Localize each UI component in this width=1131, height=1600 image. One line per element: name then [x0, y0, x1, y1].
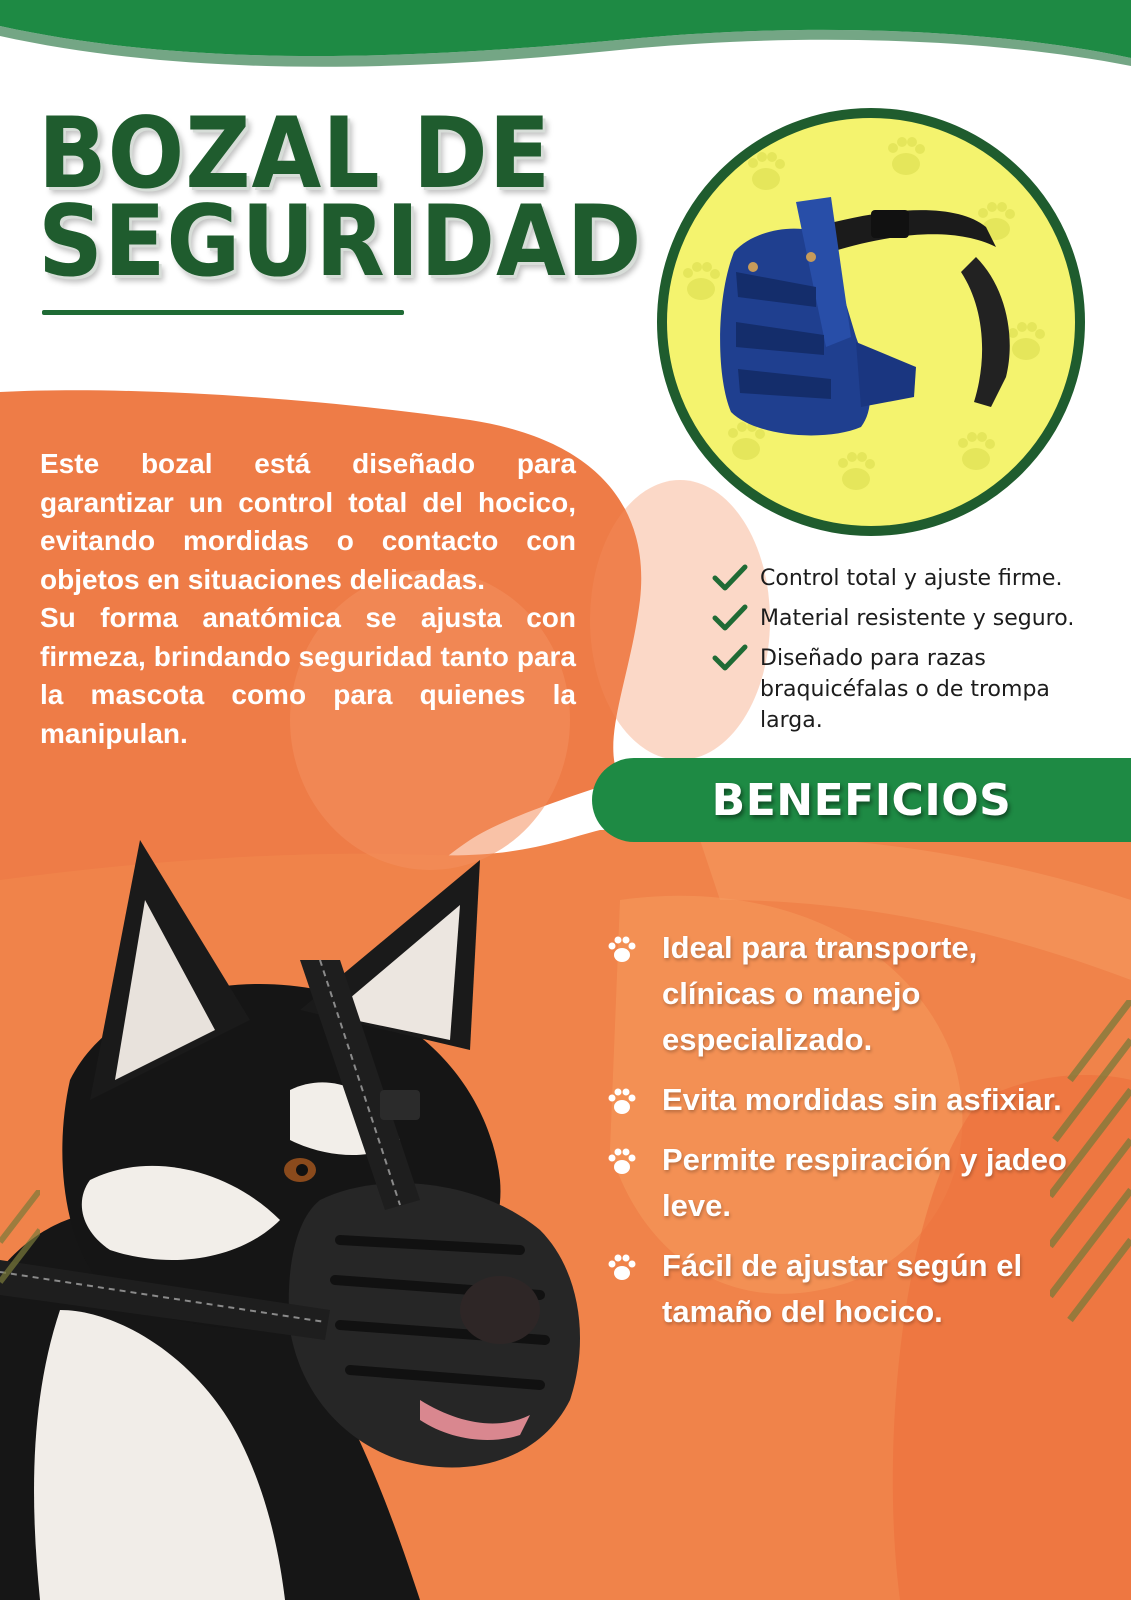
benefits-title: BENEFICIOS	[711, 774, 1012, 826]
feature-text: Control total y ajuste firme.	[760, 566, 1063, 591]
title-line-2: SEGURIDAD	[38, 185, 643, 299]
decorative-stripes-left	[0, 1190, 40, 1290]
paw-icon	[606, 1085, 638, 1117]
benefit-item	[606, 925, 1076, 1063]
benefit-text: Fácil de ajustar según el tamaño del hocico.	[662, 1248, 1023, 1329]
blue-muzzle-photo	[656, 107, 1086, 537]
page-title	[38, 97, 643, 299]
check-icon	[712, 563, 748, 593]
description-block	[40, 445, 576, 753]
feature-item	[712, 563, 1112, 594]
husky-with-muzzle-photo	[0, 840, 640, 1600]
benefit-item	[606, 1137, 1076, 1229]
paw-icon	[606, 1145, 638, 1177]
benefit-item	[606, 1243, 1076, 1335]
title-underline	[42, 310, 404, 315]
feature-item	[712, 603, 1112, 634]
title-line-1: BOZAL DE	[38, 97, 552, 211]
benefits-banner	[592, 758, 1131, 842]
feature-item	[712, 643, 1112, 736]
check-icon	[712, 643, 748, 673]
benefit-text: Evita mordidas sin asfixiar.	[662, 1082, 1062, 1117]
feature-checklist	[712, 563, 1112, 745]
check-icon	[712, 603, 748, 633]
benefit-item	[606, 1077, 1076, 1123]
benefit-text: Permite respiración y jadeo leve.	[662, 1142, 1067, 1223]
feature-text: Material resistente y seguro.	[760, 606, 1075, 631]
paw-icon	[606, 933, 638, 965]
feature-text: Diseñado para razas braquicéfalas o de trompa larga.	[760, 646, 1050, 733]
benefits-list	[606, 925, 1076, 1349]
paw-icon	[606, 1251, 638, 1283]
description-paragraph-1: Este bozal está diseñado para garantizar un control total del hocico, evitando mordidas o contacto con objetos en situaciones delicadas.	[40, 448, 576, 595]
benefit-text: Ideal para transporte, clínicas o manejo especializado.	[662, 930, 978, 1057]
description-paragraph-2: Su forma anatómica se ajusta con firmeza, brindando seguridad tanto para la mascota como para quienes la manipulan.	[40, 602, 576, 749]
